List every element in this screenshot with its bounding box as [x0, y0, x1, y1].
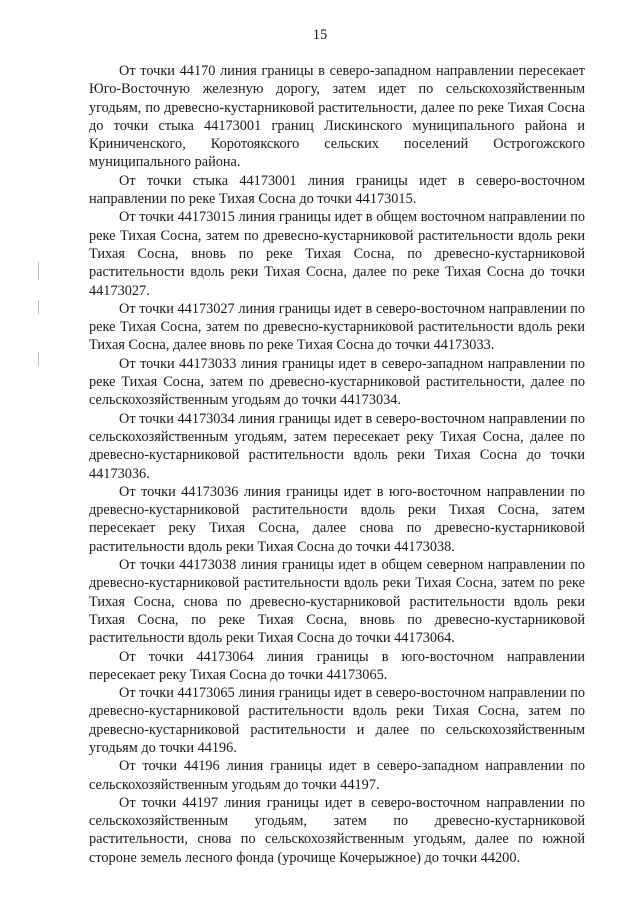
- paragraph: От точки 44173033 линия границы идет в северо-западном направлении по реке Тихая Сосна, затем по древесно-кустарниковой растительности, далее по сельскохозяйственным угодьям до точки 44173034.: [89, 355, 585, 409]
- paragraph: От точки 44173038 линия границы идет в общем северном направлении по древесно-кустарниковой растительности вдоль реки Тихая Сосна, затем по реке Тихая Сосна, снова по древесно-кустарниковой растительности вдоль реки Тихая Сосна, по реке Тихая Сосна, вновь по древесно-кустарниковой растительности вдоль реки Тихая Сосна до точки 44173064.: [89, 557, 585, 647]
- paragraph: От точки 44173036 линия границы идет в юго-восточном направлении по древесно-кустарниковой растительности вдоль реки Тихая Сосна, затем пересекает реку Тихая Сосна, далее снова по древесно-кустарниковой растительности вдоль реки Тихая Сосна до точки 44173038.: [89, 483, 585, 555]
- paragraph: От точки 44173065 линия границы идет в северо-восточном направлении по древесно-кустарниковой растительности вдоль реки Тихая Сосна, затем по древесно-кустарниковой растительности и далее по сельскохозяйственным угодьям до точки 44196.: [89, 685, 585, 756]
- scan-margin-mark: [38, 352, 39, 366]
- paragraph: От точки 44173064 линия границы в юго-восточном направлении пересекает реку Тихая Сосна до точки 44173065.: [89, 648, 585, 683]
- paragraph: От точки 44197 линия границы идет в северо-восточном направлении по сельскохозяйственным угодьям, затем по древесно-кустарниковой растительности, снова по сельскохозяйственным угодьям, далее по южной стороне земель лесного фонда (урочище Кочерыжное) до точки 44200.: [89, 794, 585, 866]
- document-body: [89, 62, 585, 867]
- paragraph: От точки стыка 44173001 линия границы идет в северо-восточном направлении по реке Тихая Сосна до точки 44173015.: [89, 172, 585, 208]
- paragraph: От точки 44173027 линия границы идет в северо-восточном направлении по реке Тихая Сосна, затем по древесно-кустарниковой растительности вдоль реки Тихая Сосна, далее вновь по реке Тихая Сосна до точки 44173033.: [89, 300, 585, 354]
- paragraph: От точки 44173034 линия границы идет в северо-восточном направлении по сельскохозяйственным угодьям, затем пересекает реку Тихая Сосна, далее по древесно-кустарниковой растительности вдоль реки Тихая Сосна до точки 44173036.: [89, 410, 585, 482]
- page-number: 15: [312, 27, 328, 43]
- scan-margin-mark: [38, 262, 39, 280]
- paragraph: От точки 44173015 линия границы идет в общем восточном направлении по реке Тихая Сосна, затем по древесно-кустарниковой растительности вдоль реки Тихая Сосна, вновь по реке Тихая Сосна, по древесно-кустарниковой растительности вдоль реки Тихая Сосна, далее по реке Тихая Сосна до точки 44173027.: [89, 209, 585, 299]
- paragraph: От точки 44170 линия границы в северо-западном направлении пересекает Юго-Восточную железную дорогу, затем идет по сельскохозяйственным угодьям, по древесно-кустарниковой растительности, далее по реке Тихая Сосна до точки стыка 44173001 границ Лискинского муниципального района и Криниченского, Коротоякского сельских поселений Острогожского муниципального района.: [89, 63, 585, 171]
- paragraph: От точки 44196 линия границы идет в северо-западном направлении по сельскохозяйственным угодьям до точки 44197.: [89, 758, 585, 793]
- scan-margin-mark: [38, 300, 39, 314]
